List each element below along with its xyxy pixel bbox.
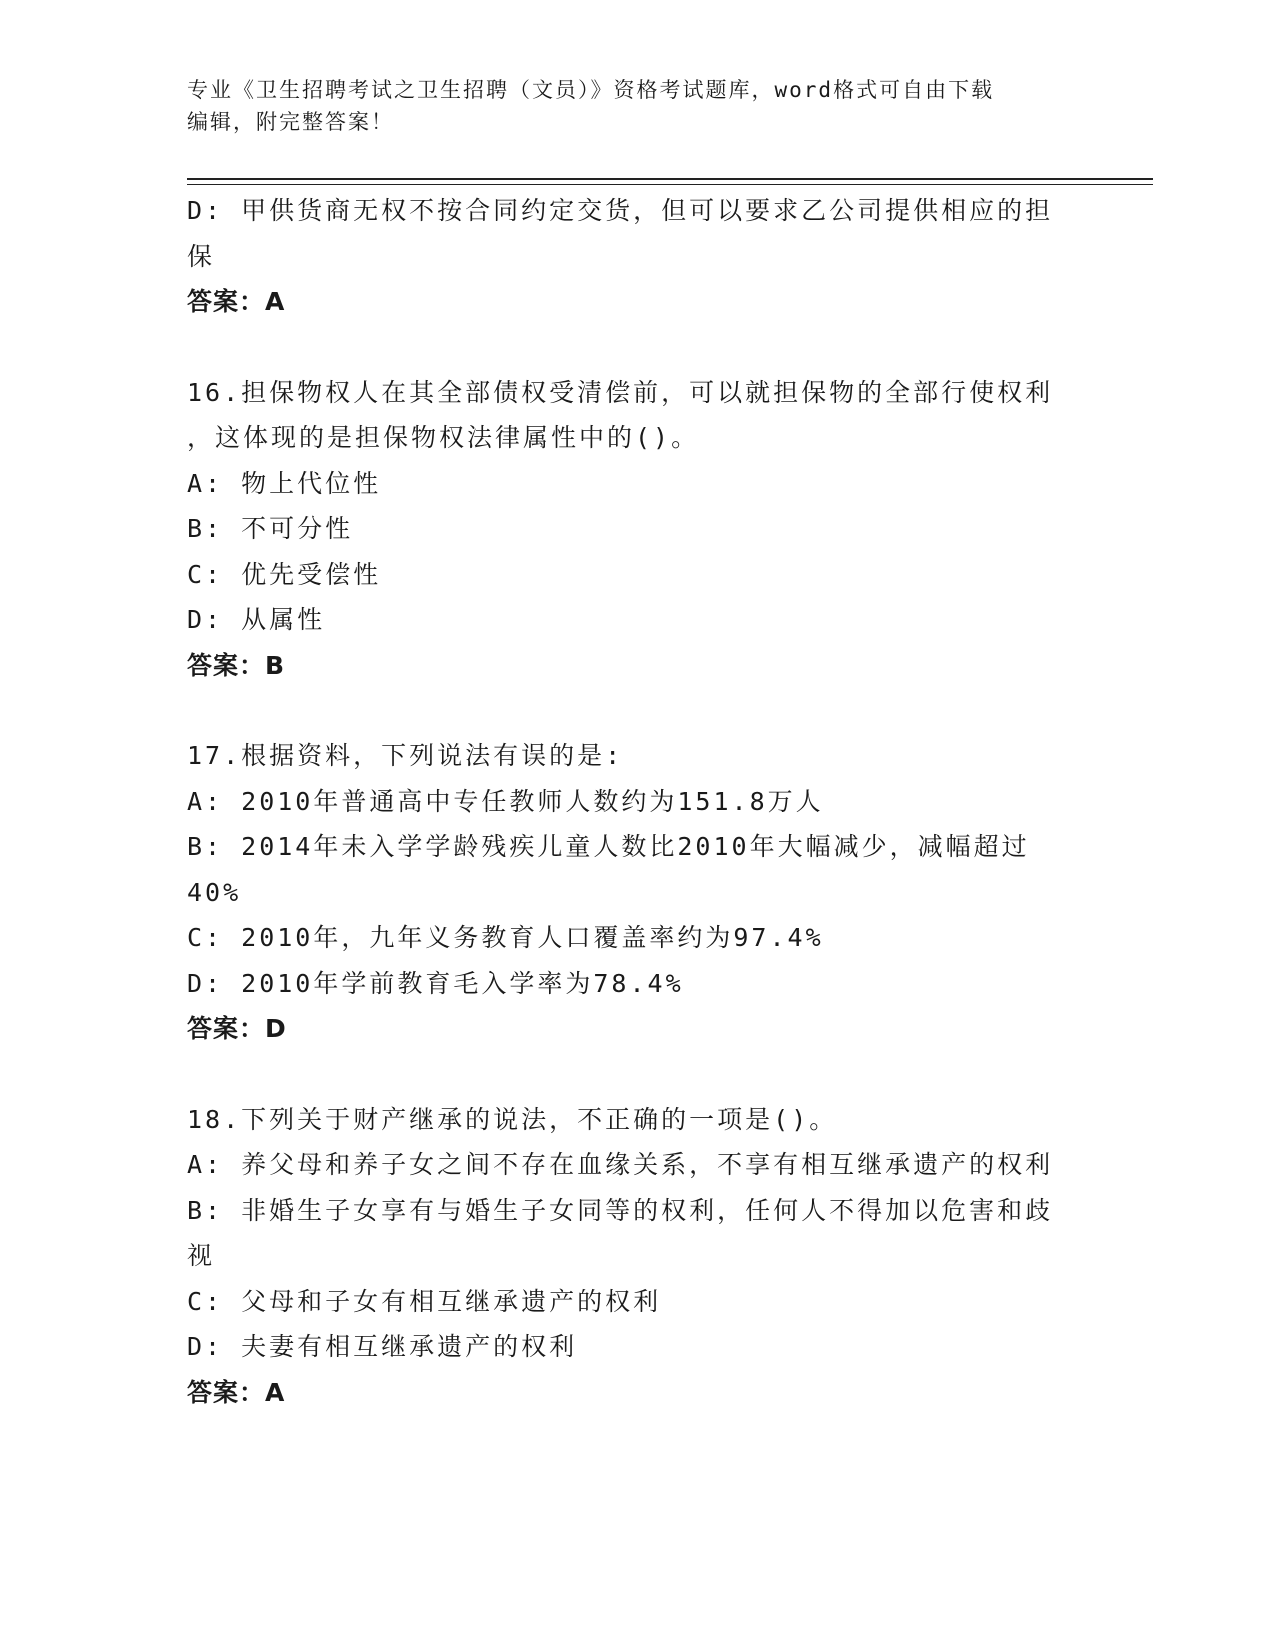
question-17-stem: 17.根据资料，下列说法有误的是: bbox=[187, 741, 624, 770]
answer-15: 答案：A bbox=[187, 287, 286, 316]
answer-17: 答案：D bbox=[187, 1014, 287, 1043]
question-block-15 bbox=[187, 188, 1087, 325]
question-block-17 bbox=[187, 733, 1087, 1052]
answer-16: 答案：B bbox=[187, 650, 286, 680]
question-block-18 bbox=[187, 1097, 1087, 1416]
question-18-option-d: D: 夫妻有相互继承遗产的权利 bbox=[187, 1332, 578, 1361]
question-content bbox=[187, 188, 1087, 1415]
question-block-16 bbox=[187, 370, 1087, 689]
document-header bbox=[187, 74, 1087, 138]
question-16-option-a: A: 物上代位性 bbox=[187, 468, 382, 498]
header-divider-thin bbox=[187, 184, 1153, 185]
header-line-2: 编辑，附完整答案！ bbox=[187, 110, 394, 134]
spacer bbox=[187, 325, 1087, 370]
question-18-option-a: A: 养父母和养子女之间不存在血缘关系，不享有相互继承遗产的权利 bbox=[187, 1150, 1054, 1179]
question-17-option-b-line-2: 40% bbox=[187, 877, 242, 907]
question-16-option-b: B: 不可分性 bbox=[187, 514, 354, 543]
spacer bbox=[187, 688, 1087, 733]
question-18-option-b-line-1: B: 非婚生子女享有与婚生子女同等的权利，任何人不得加以危害和歧 bbox=[187, 1195, 1054, 1225]
question-18-stem: 18.下列关于财产继承的说法，不正确的一项是()。 bbox=[187, 1104, 838, 1134]
header-divider-thick bbox=[187, 178, 1153, 180]
question-18-option-c: C: 父母和子女有相互继承遗产的权利 bbox=[187, 1286, 662, 1316]
spacer bbox=[187, 1052, 1087, 1097]
question-17-option-d: D: 2010年学前教育毛入学率为78.4% bbox=[187, 968, 684, 998]
header-line-1: 专业《卫生招聘考试之卫生招聘（文员）》资格考试题库，word格式可自由下载 bbox=[187, 78, 995, 102]
question-17-option-b-line-1: B: 2014年未入学学龄残疾儿童人数比2010年大幅减少，减幅超过 bbox=[187, 832, 1030, 861]
question-17-option-c: C: 2010年，九年义务教育人口覆盖率约为97.4% bbox=[187, 923, 824, 952]
question-16-stem-line-2: ，这体现的是担保物权法律属性中的()。 bbox=[187, 423, 700, 452]
option-d-line-2: 保 bbox=[187, 241, 216, 271]
option-d-line-1: D: 甲供货商无权不按合同约定交货，但可以要求乙公司提供相应的担 bbox=[187, 196, 1054, 225]
question-17-option-a: A: 2010年普通高中专任教师人数约为151.8万人 bbox=[187, 786, 824, 816]
question-16-option-c: C: 优先受偿性 bbox=[187, 559, 382, 589]
question-16-stem-line-1: 16.担保物权人在其全部债权受清偿前，可以就担保物的全部行使权利 bbox=[187, 377, 1054, 407]
question-18-option-b-line-2: 视 bbox=[187, 1241, 216, 1270]
question-16-option-d: D: 从属性 bbox=[187, 605, 326, 634]
answer-18: 答案：A bbox=[187, 1377, 286, 1407]
